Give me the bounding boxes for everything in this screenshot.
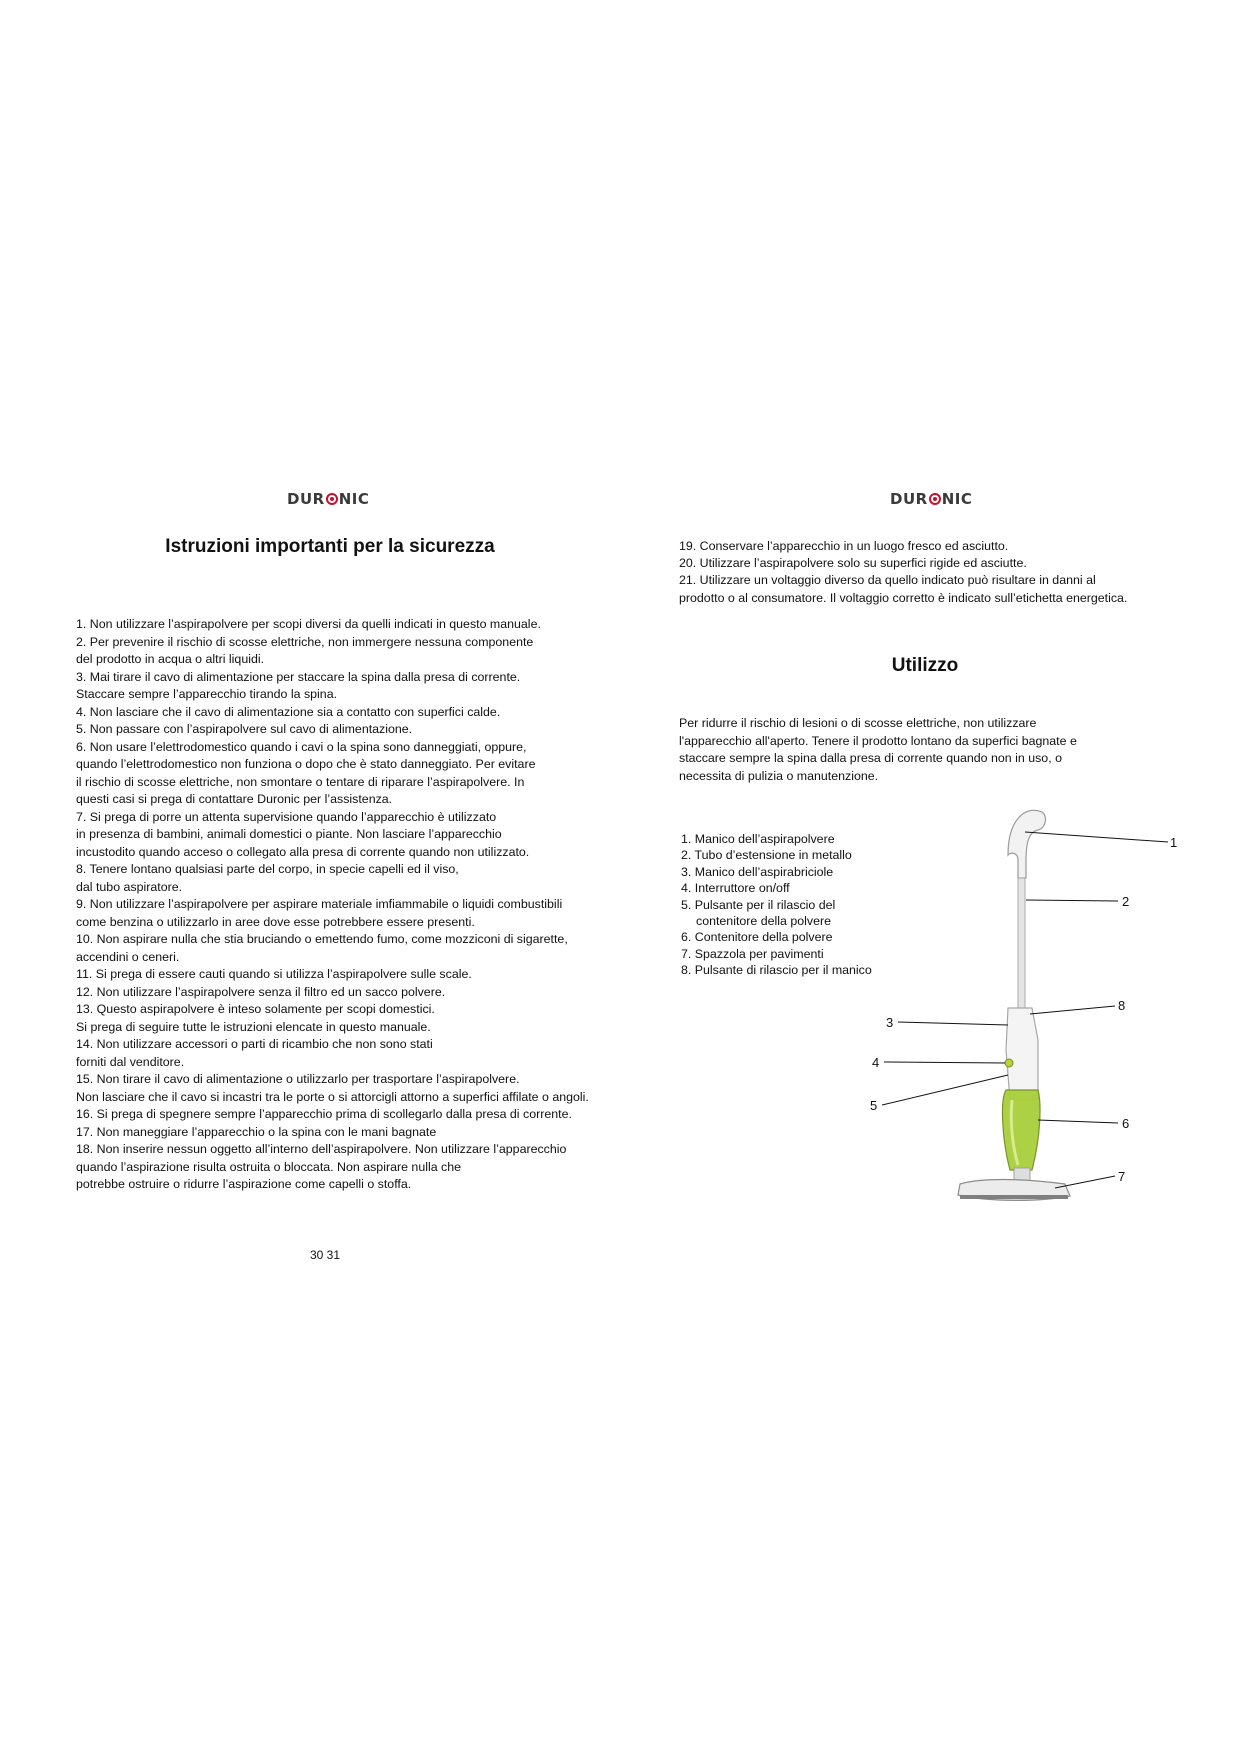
power-switch: [1005, 1059, 1013, 1067]
logo-ring-icon: [326, 493, 338, 505]
page-numbers: 30 31: [309, 1248, 341, 1262]
instruction-line: 13. Questo aspirapolvere è inteso solamente per scopi domestici.: [76, 1002, 435, 1016]
brand-logo-right: DUR NIC: [890, 490, 973, 508]
instruction-line: potrebbe ostruire o ridurre l’aspirazione come capelli o stoffa.: [76, 1177, 412, 1191]
instruction-line: 15. Non tirare il cavo di alimentazione o utilizzarlo per trasportare l’aspirapolvere.: [76, 1072, 520, 1086]
instruction-line: 9. Non utilizzare l’aspirapolvere per aspirare materiale imfiammabile o liquidi combustibili: [76, 897, 563, 911]
instruction-line: 4. Non lasciare che il cavo di alimentazione sia a contatto con superfici calde.: [76, 704, 501, 719]
vacuum-body: [1006, 1008, 1038, 1100]
instruction-line: 8. Tenere lontano qualsiasi parte del corpo, in specie capelli ed il viso,: [76, 862, 459, 876]
logo-ring-icon: [929, 493, 941, 505]
instruction-line: 14. Non utilizzare accessori o parti di ricambio che non sono stati: [76, 1037, 433, 1051]
part-item: contenitore della polvere: [696, 914, 832, 929]
instruction-line: 16. Si prega di spegnere sempre l’apparecchio prima di scollegarlo dalla presa di corrente.: [76, 1107, 572, 1121]
part-item: 4. Interruttore on/off: [681, 881, 790, 896]
instruction-line: 1. Non utilizzare l’aspirapolvere per scopi diversi da quelli indicati in questo manuale.: [76, 617, 541, 631]
metal-tube: [1018, 878, 1025, 1008]
callout-number: 2: [1122, 894, 1130, 909]
usage-title: Utilizzo: [891, 655, 959, 676]
instruction-line: 18. Non inserire nessun oggetto all’interno dell’aspirapolvere. Non utilizzare l’apparecchio: [76, 1142, 567, 1156]
part-item: 6. Contenitore della polvere: [681, 930, 833, 945]
callout-line: [882, 1075, 1008, 1105]
part-item: 1. Manico dell’aspirapolvere: [681, 832, 835, 846]
callout-number: 6: [1122, 1116, 1130, 1131]
instruction-line: quando l’aspirazione risulta ostruita o bloccata. Non aspirare nulla che: [76, 1159, 462, 1174]
vacuum-handle: [1008, 810, 1045, 878]
instruction-line: 20. Utilizzare l’aspirapolvere solo su superfici rigide ed asciutte.: [679, 556, 1027, 571]
dust-container: [1003, 1090, 1040, 1170]
instruction-line: prodotto o al consumatore. Il voltaggio corretto è indicato sull’etichetta energetica.: [679, 590, 1128, 605]
instruction-line: 3. Mai tirare il cavo di alimentazione per staccare la spina dalla presa di corrente.: [76, 669, 521, 684]
instruction-line: 21. Utilizzare un voltaggio diverso da quello indicato può risultare in danni al: [679, 573, 1096, 588]
instruction-line: Non lasciare che il cavo si incastri tra le porte o si attorcigli attorno a superfici affilate o angoli.: [76, 1089, 589, 1104]
callout-line: [1026, 900, 1118, 901]
brand-logo-left: DUR NIC: [287, 490, 370, 508]
intro-line: l'apparecchio all'aperto. Tenere il prodotto lontano da superfici bagnate e: [679, 733, 1077, 748]
callout-number: 1: [1170, 835, 1178, 850]
safety-instructions-continued: [679, 538, 1219, 607]
callout-number: 5: [870, 1098, 878, 1113]
intro-line: staccare sempre la spina dalla presa di corrente quando non in uso, o: [679, 751, 1062, 765]
instruction-line: del prodotto in acqua o altri liquidi.: [76, 652, 265, 666]
callout-line: [898, 1022, 1008, 1025]
callout-line: [1030, 1006, 1115, 1014]
instruction-line: 19. Conservare l’apparecchio in un luogo fresco ed asciutto.: [679, 539, 1009, 553]
callout-number: 4: [872, 1055, 880, 1070]
usage-intro: [679, 715, 1179, 785]
safety-title: Istruzioni importanti per la sicurezza: [165, 536, 495, 557]
instruction-line: 17. Non maneggiare l’apparecchio o la spina con le mani bagnate: [76, 1124, 437, 1139]
instruction-line: accendini o ceneri.: [76, 949, 180, 964]
instruction-line: 10. Non aspirare nulla che stia bruciando o emettendo fumo, come mozziconi di sigarette,: [76, 932, 568, 946]
safety-instructions: [76, 616, 676, 1194]
instruction-line: 5. Non passare con l’aspirapolvere sul cavo di alimentazione.: [76, 722, 413, 736]
part-item: 5. Pulsante per il rilascio del: [681, 897, 836, 912]
part-item: 2. Tubo d’estensione in metallo: [681, 848, 852, 863]
instruction-line: incustodito quando acceso o collegato alla presa di corrente quando non utilizzato.: [76, 844, 530, 859]
callout-number: 7: [1118, 1169, 1126, 1184]
part-item: 8. Pulsante di rilascio per il manico: [681, 963, 872, 978]
instruction-line: dal tubo aspiratore.: [76, 879, 183, 894]
instruction-line: Si prega di seguire tutte le istruzioni elencate in questo manuale.: [76, 1019, 431, 1034]
callout-line: [1055, 1176, 1115, 1188]
instruction-line: come benzina o utilizzarlo in aree dove esse potrebbere essere presenti.: [76, 914, 475, 929]
callout-line: [884, 1062, 1005, 1063]
instruction-line: il rischio di scosse elettriche, non smontare o tentare di riparare l’aspirapolvere. In: [76, 774, 525, 789]
callout-number: 3: [886, 1015, 894, 1030]
vacuum-diagram: [860, 800, 1180, 1210]
intro-line: Per ridurre il rischio di lesioni o di scosse elettriche, non utilizzare: [679, 716, 1037, 730]
intro-line: necessita di pulizia o manutenzione.: [679, 768, 879, 783]
instruction-line: 6. Non usare l’elettrodomestico quando i cavi o la spina sono danneggiati, oppure,: [76, 739, 527, 754]
callout-number: 8: [1118, 998, 1126, 1013]
instruction-line: in presenza di bambini, animali domestici o piante. Non lasciare l’apparecchio: [76, 827, 502, 841]
instruction-line: forniti dal venditore.: [76, 1054, 185, 1069]
instruction-line: 2. Per prevenire il rischio di scosse elettriche, non immergere nessuna componente: [76, 634, 534, 649]
instruction-line: quando l’elettrodomestico non funziona o dopo che è stato danneggiato. Per evitare: [76, 757, 536, 771]
instruction-line: 12. Non utilizzare l’aspirapolvere senza il filtro ed un sacco polvere.: [76, 984, 446, 999]
instruction-line: 7. Si prega di porre un attenta supervisione quando l’apparecchio è utilizzato: [76, 809, 497, 824]
instruction-line: questi casi si prega di contattare Duronic per l’assistenza.: [76, 792, 393, 806]
part-item: 3. Manico dell’aspirabriciole: [681, 864, 834, 879]
callout-line: [1025, 832, 1168, 842]
instruction-line: 11. Si prega di essere cauti quando si utilizza l’aspirapolvere sulle scale.: [76, 967, 472, 981]
instruction-line: Staccare sempre l’apparecchio tirando la spina.: [76, 687, 338, 701]
callout-line: [1038, 1120, 1118, 1123]
part-item: 7. Spazzola per pavimenti: [681, 946, 824, 961]
